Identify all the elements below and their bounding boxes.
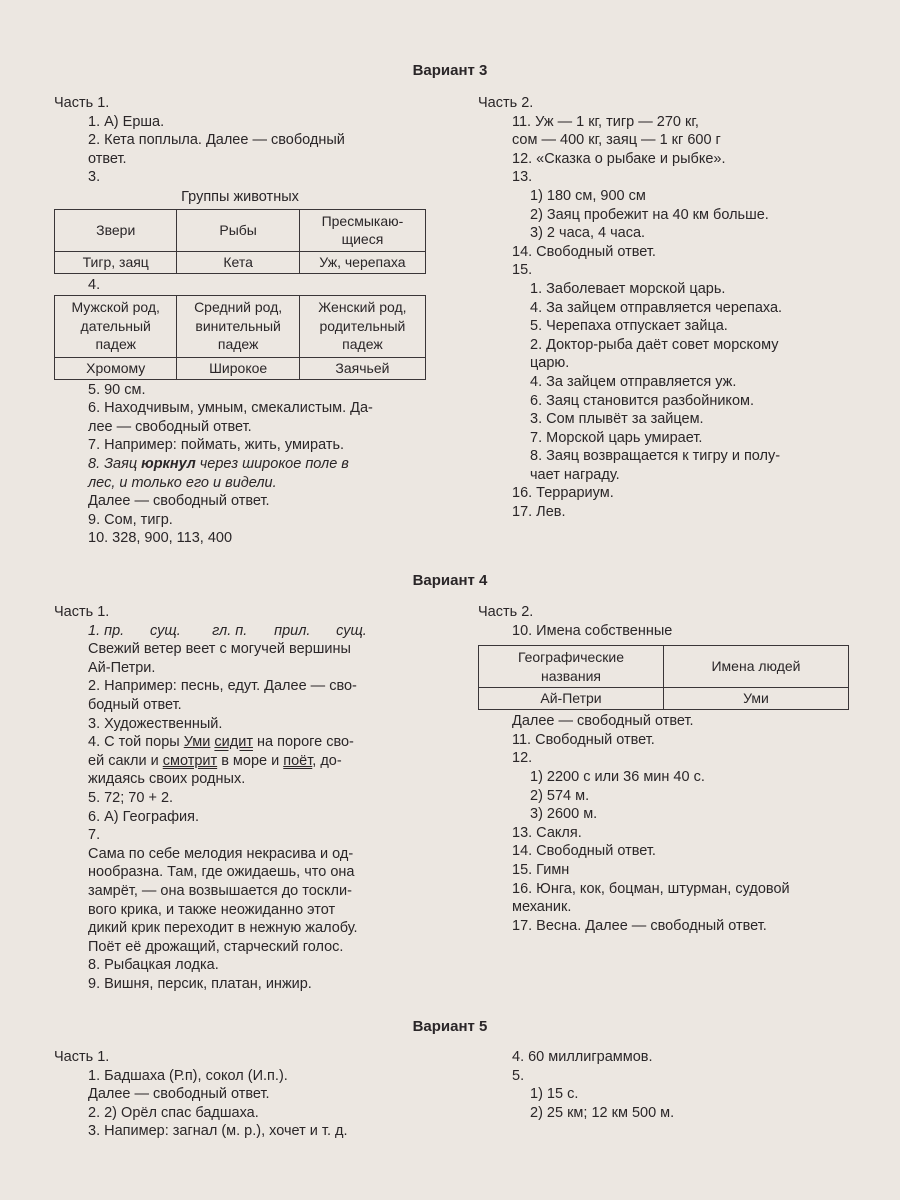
answer-line: 15.: [512, 262, 533, 279]
answer-line: 4. 60 миллиграммов.: [512, 1049, 653, 1065]
predicate-word: сидит: [214, 734, 253, 751]
answer-line: 5. 72; 70 + 2.: [88, 789, 174, 806]
text-line: замрёт, — она возвышается до тоскли-: [88, 882, 352, 899]
table-cell: Кета: [177, 251, 299, 273]
table-header-cell: Средний род, винительный падеж: [177, 295, 299, 357]
predicate-word: поёт: [283, 752, 313, 769]
answer-line: 16. Юнга, кок, боцман, штурман, судовой: [512, 880, 790, 897]
answer-line: 2) 25 км; 12 км 500 м.: [530, 1104, 675, 1121]
answer-line: 3.: [88, 169, 101, 186]
answer-line: [54, 455, 434, 474]
sequence-line: царю.: [530, 355, 570, 372]
answer-line: 9. Вишня, персик, платан, инжир.: [88, 975, 312, 992]
answer-line: 12. «Сказка о рыбаке и рыбке».: [512, 150, 726, 167]
answer-line: 14. Свободный ответ.: [512, 843, 656, 860]
grammar-cases-table: [54, 295, 426, 380]
pos-label: сущ.: [336, 622, 367, 639]
table-caption: Группы животных: [181, 188, 299, 205]
answer-line: сом — 400 кг, заяц — 1 кг 600 г: [512, 132, 721, 149]
variant-3-part-1: [54, 94, 434, 548]
sentence-part: ей сакли и: [88, 752, 159, 769]
sequence-line: 2. Доктор-рыба даёт совет морскому: [530, 336, 779, 353]
text-line: Сама по себе мелодия некрасива и од-: [88, 845, 354, 862]
answer-line: лес, и только его и видели.: [88, 474, 277, 491]
answer-line: 9. Сом, тигр.: [88, 511, 173, 528]
variant-4-part-1: [54, 603, 434, 993]
answer-line: 1) 15 с.: [530, 1086, 579, 1103]
answer-line: Свежий ветер веет с могучей вершины: [88, 641, 351, 658]
text-line: дикий крик переходит в нежную жалобу.: [88, 920, 358, 937]
text-line: Поёт её дрожащий, старческий голос.: [88, 938, 344, 955]
sequence-line: 5. Черепаха отпускает зайца.: [530, 318, 728, 335]
part-label: Часть 2.: [478, 95, 534, 111]
table-header-cell: Пресмыкаю- щиеся: [299, 209, 425, 251]
answer-line: 12.: [512, 750, 533, 767]
answer-line: 7.: [88, 827, 101, 844]
answer-line: 17. Лев.: [512, 504, 566, 521]
answer-line: жидаясь своих родных.: [88, 771, 246, 788]
subject-word: Уми: [183, 734, 211, 751]
answer-line: [54, 752, 434, 771]
answer-line: 1) 180 см, 900 см: [530, 187, 646, 204]
answer-line: 1. А) Ерша.: [88, 113, 165, 130]
sequence-line: 3. Сом плывёт за зайцем.: [530, 411, 704, 428]
variant-5-heading: Вариант 5: [412, 1018, 488, 1035]
answer-line: Далее — свободный ответ.: [88, 1086, 270, 1103]
answer-line: 1. Бадшаха (Р.п), сокол (И.п.).: [88, 1067, 288, 1084]
text-line: вого крика, и также неожиданно этот: [88, 901, 336, 918]
sequence-line: чает награду.: [530, 466, 620, 483]
sentence-part: в море и: [221, 752, 280, 769]
variant-3-part-2: [478, 94, 858, 522]
table-header-cell: Женский род, родительный падеж: [299, 295, 425, 357]
sequence-line: 6. Заяц становится разбойником.: [530, 392, 754, 409]
answer-line: 14. Свободный ответ.: [512, 243, 656, 260]
answer-line: механик.: [512, 899, 572, 916]
variant-3-heading: Вариант 3: [412, 62, 488, 79]
variant-4-heading: Вариант 4: [412, 572, 488, 589]
part-label: Часть 1.: [54, 95, 110, 111]
answer-line: 11. Свободный ответ.: [512, 731, 655, 748]
answer-line: 4.: [88, 276, 101, 293]
answer-line: 11. Уж — 1 кг, тигр — 270 кг,: [512, 113, 699, 130]
table-cell: Уж, черепаха: [299, 251, 425, 273]
answer-line: 6. А) География.: [88, 808, 199, 825]
answer-line: 17. Весна. Далее — свободный ответ.: [512, 917, 767, 934]
sentence-part: 4. С той поры: [88, 734, 180, 751]
pos-label: гл. п.: [212, 622, 248, 639]
sequence-line: 8. Заяц возвращается к тигру и полу-: [530, 448, 781, 465]
answer-line: бодный ответ.: [88, 696, 182, 713]
answer-line: 7. Например: поймать, жить, умирать.: [88, 437, 345, 454]
answer-line: 10. 328, 900, 113, 400: [88, 530, 233, 547]
answer-line: 2. Кета поплыла. Далее — свободный: [88, 132, 345, 149]
sequence-line: 4. За зайцем отправляется черепаха.: [530, 299, 783, 316]
table-cell: Заячьей: [299, 357, 425, 379]
table-header-cell: Имена людей: [664, 646, 849, 688]
sentence-part: 8. Заяц: [88, 455, 138, 472]
sequence-line: 7. Морской царь умирает.: [530, 429, 703, 446]
answer-line: Далее — свободный ответ.: [512, 713, 694, 730]
sentence-part: , до-: [312, 752, 342, 769]
answer-line: 5.: [512, 1067, 525, 1084]
variant-4-part-2: [478, 603, 858, 935]
part-label: Часть 1.: [54, 1049, 110, 1065]
answer-line: 6. Находчивым, умным, смекалистым. Да-: [88, 400, 373, 417]
parts-of-speech-line: [54, 622, 434, 641]
answer-line: ответ.: [88, 150, 127, 167]
answer-line: 10. Имена собственные: [512, 622, 673, 639]
pos-label: прил.: [274, 622, 311, 639]
answer-line: 8. Рыбацкая лодка.: [88, 957, 219, 974]
table-cell: Уми: [664, 688, 849, 710]
table-header-cell: Мужской род, дательный падеж: [55, 295, 177, 357]
predicate-word: смотрит: [162, 752, 218, 769]
answer-line: 3) 2 часа, 4 часа.: [530, 225, 646, 242]
part-label: Часть 1.: [54, 604, 110, 620]
answer-line: 3. Художественный.: [88, 715, 223, 732]
table-cell: Тигр, заяц: [55, 251, 177, 273]
part-label: Часть 2.: [478, 604, 534, 620]
sentence-part: через широкое поле в: [199, 455, 349, 472]
answer-line: лее — свободный ответ.: [88, 418, 252, 435]
table-header-cell: Географические названия: [479, 646, 664, 688]
variant-5-part-2: [478, 1048, 858, 1122]
pos-label: 1. пр.: [88, 622, 125, 639]
answer-line: [54, 733, 434, 752]
sentence-part: на пороге сво-: [257, 734, 354, 751]
proper-names-table: [478, 645, 849, 710]
answer-line: Далее — свободный ответ.: [88, 493, 270, 510]
answer-line: 3. Напимер: загнал (м. р.), хочет и т. д.: [88, 1123, 348, 1140]
answer-line: 2) Заяц пробежит на 40 км больше.: [530, 206, 769, 223]
answer-line: 2. Например: песнь, едут. Далее — сво-: [88, 678, 357, 695]
variant-5-part-1: [54, 1048, 444, 1141]
animal-groups-table: [54, 209, 426, 274]
answer-line: 2) 574 м.: [530, 787, 590, 804]
highlighted-word: юркнул: [141, 455, 196, 472]
answer-line: 3) 2600 м.: [530, 806, 598, 823]
sequence-line: 1. Заболевает морской царь.: [530, 280, 726, 297]
table-header-cell: Рыбы: [177, 209, 299, 251]
table-cell: Хромому: [55, 357, 177, 379]
answer-line: 16. Террариум.: [512, 485, 614, 502]
answer-line: Ай-Петри.: [88, 659, 156, 676]
table-header-cell: Звери: [55, 209, 177, 251]
pos-label: сущ.: [150, 622, 181, 639]
answer-line: 13. Сакля.: [512, 824, 582, 841]
text-line: нообразна. Там, где ожидаешь, что она: [88, 864, 355, 881]
answer-line: 13.: [512, 169, 533, 186]
sequence-line: 4. За зайцем отправляется уж.: [530, 373, 737, 390]
table-cell: Ай-Петри: [479, 688, 664, 710]
answer-line: 15. Гимн: [512, 861, 570, 878]
answer-line: 2. 2) Орёл спас бадшаха.: [88, 1104, 259, 1121]
table-cell: Широкое: [177, 357, 299, 379]
answer-line: 1) 2200 с или 36 мин 40 с.: [530, 768, 705, 785]
answer-line: 5. 90 см.: [88, 381, 146, 398]
